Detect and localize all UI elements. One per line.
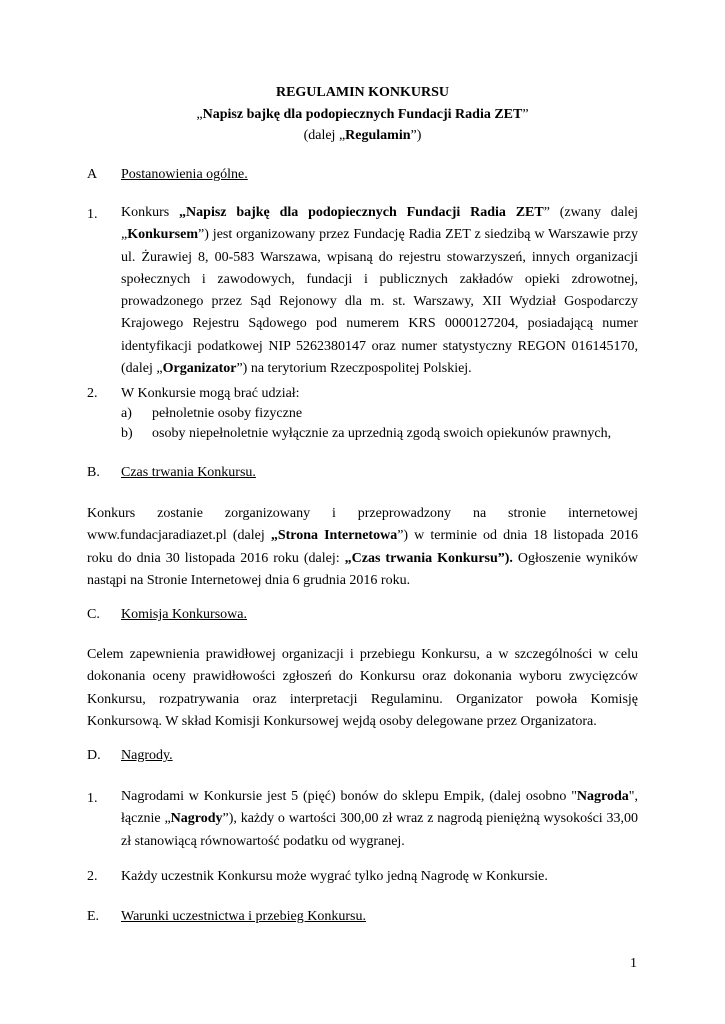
short-name: Regulamin: [345, 128, 411, 143]
contest-name-line: [0, 105, 725, 125]
section-title: Nagrody.: [121, 748, 173, 763]
d1-text-1: Nagrodami w Konkursie jest 5 (pięć) bonów do sklepu Empik, (dalej osobno ": [121, 789, 577, 804]
a1-contest-name: „Napisz bajkę dla podopiecznych Fundacji Radia ZET: [179, 205, 544, 220]
d1-number: 1.: [87, 791, 98, 806]
a1-text-3: ”) jest organizowany przez Fundację Radia ZET z siedzibą w Warszawie przy ul. Żurawiej 8, 00-583 Warszawa, wpisaną do rejestru stowarzyszeń, innych organizacji społecznych i zawodowych, fundacji i publicznych zakładów opieki zdrowotnej, prowadzonego przez Sąd Rejonowy dla m. st. Warszawy, XII Wydział Gospodarczy Krajowego Rejestru Sądowego pod numerem KRS 0000127204, posiadającą numer identyfikacji podatkowej NIP 5262380147 oraz numer statystyczny REGON 016145170, (dalej „: [121, 227, 638, 377]
section-e-heading: [87, 907, 366, 927]
a2-number: 2.: [87, 386, 98, 401]
short-name-close: ”): [410, 128, 422, 143]
d1-nagrody: Nagrody: [170, 811, 223, 827]
a1-paragraph: [121, 202, 638, 380]
section-title: Postanowienia ogólne.: [121, 167, 248, 182]
contest-name: Napisz bajkę dla podopiecznych Fundacji Radia ZET: [202, 107, 523, 122]
section-b-heading: [87, 463, 256, 483]
item-text: pełnoletnie osoby fizyczne: [152, 406, 303, 421]
item-text: osoby niepełnoletnie wyłącznie za uprzednią zgodą swoich opiekunów prawnych,: [152, 426, 612, 441]
a1-konkursem: Konkursem: [127, 227, 199, 243]
b-text-1: Konkurs zostanie zorganizowany i przeprowadzony na stronie internetowej www.fundacjaradiazet.pl (dalej: [87, 506, 638, 544]
section-d-heading: [87, 746, 173, 766]
a2-item-a: [121, 404, 302, 424]
b-strona-internetowa: „Strona Internetowa: [270, 528, 398, 544]
section-c-heading: [87, 605, 247, 625]
short-name-line: [0, 126, 725, 146]
b-paragraph: [87, 503, 638, 592]
a2-item-b: [121, 424, 611, 444]
document-title: REGULAMIN KONKURSU: [275, 85, 450, 100]
section-letter: A: [87, 167, 98, 182]
open-quote: „: [196, 107, 203, 122]
section-title: Komisja Konkursowa.: [121, 607, 247, 622]
d1-paragraph: [121, 786, 638, 853]
section-letter: D.: [87, 748, 101, 763]
section-a-heading: [87, 165, 248, 185]
a1-number: 1.: [87, 207, 98, 222]
a1-text-1: Konkurs: [121, 205, 180, 220]
d1-text-3: ”), każdy o wartości 300,00 zł wraz z nagrodą pieniężną wysokości 33,00 zł stanowiącą równowartość podatku od wygranej.: [121, 811, 638, 849]
a1-text-4: ”) na terytorium Rzeczpospolitej Polskiej.: [236, 361, 472, 377]
d1-text-2: ", łącznie „: [121, 789, 638, 827]
section-title: Warunki uczestnictwa i przebieg Konkursu.: [121, 909, 366, 924]
d1-nagroda: Nagroda: [576, 789, 629, 804]
b-text-3: Ogłoszenie wyników nastąpi na Stronie Internetowej dnia 6 grudnia 2016 roku.: [87, 550, 639, 588]
b-text-2: ”) w terminie od dnia 18 listopada 2016 roku do dnia 30 listopada 2016 roku (dalej:: [87, 528, 639, 566]
short-name-open: (dalej „: [303, 128, 346, 143]
d2-number: 2.: [87, 869, 98, 884]
c-paragraph: Celem zapewnienia prawidłowej organizacji i przebiegu Konkursu, a w szczególności w celu dokonania oceny prawidłowości zgłoszeń do Konkursu oraz dokonania wyboru zwycięzców Konkursu, rozpatrywania oraz interpretacji Regulaminu. Organizator powoła Komisję Konkursową. W skład Komisji Konkursowej wejdą osoby delegowane przez Organizatora.: [87, 647, 638, 729]
section-title: Czas trwania Konkursu.: [121, 465, 256, 480]
a2-text: W Konkursie mogą brać udział:: [121, 386, 300, 401]
b-czas-trwania: „Czas trwania Konkursu”).: [344, 550, 513, 566]
a1-text-2: ” (zwany dalej „: [121, 205, 638, 243]
item-letter: b): [121, 426, 133, 441]
section-letter: E.: [87, 909, 100, 924]
item-letter: a): [121, 406, 132, 421]
page-number: 1: [630, 956, 637, 971]
close-quote: ”: [522, 107, 529, 122]
section-letter: C.: [87, 607, 100, 622]
a1-organizator: Organizator: [162, 361, 237, 377]
section-letter: B.: [87, 465, 100, 480]
d2-text: Każdy uczestnik Konkursu może wygrać tylko jedną Nagrodę w Konkursie.: [121, 869, 548, 884]
